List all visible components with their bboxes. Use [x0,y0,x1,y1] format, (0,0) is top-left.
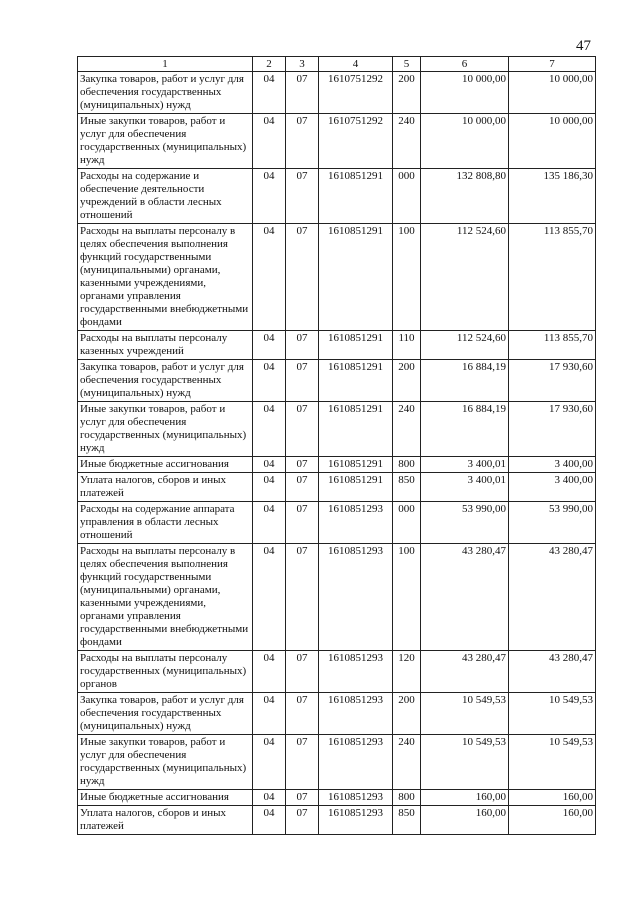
table-body [78,72,596,835]
section-code: 04 [253,502,286,544]
table-row [78,402,596,457]
expense-type-code: 110 [393,331,421,360]
amount-year-1: 10 549,53 [421,693,509,735]
amount-year-2: 3 400,00 [509,473,596,502]
amount-year-2: 17 930,60 [509,402,596,457]
section-code: 04 [253,651,286,693]
expense-name: Расходы на выплаты персоналу в целях обеспечения выполнения функций государственными (муниципальными) органами, казенными учреждениями, органами управления государственными внебюджетными фондами [78,544,253,651]
header-row [78,57,596,72]
expense-name: Уплата налогов, сборов и иных платежей [78,473,253,502]
table-row [78,790,596,806]
section-code: 04 [253,735,286,790]
amount-year-2: 113 855,70 [509,224,596,331]
amount-year-2: 43 280,47 [509,651,596,693]
table-row [78,693,596,735]
amount-year-2: 43 280,47 [509,544,596,651]
page-number: 47 [576,38,591,54]
expense-type-code: 200 [393,360,421,402]
subsection-code: 07 [286,402,319,457]
amount-year-1: 160,00 [421,790,509,806]
expense-type-code: 850 [393,473,421,502]
table-row [78,169,596,224]
table-row [78,360,596,402]
amount-year-1: 16 884,19 [421,402,509,457]
section-code: 04 [253,224,286,331]
col-header-4: 4 [319,57,393,72]
budget-table [77,56,596,835]
section-code: 04 [253,693,286,735]
amount-year-2: 17 930,60 [509,360,596,402]
amount-year-2: 10 549,53 [509,693,596,735]
amount-year-1: 10 000,00 [421,72,509,114]
subsection-code: 07 [286,502,319,544]
expense-name: Закупка товаров, работ и услуг для обеспечения государственных (муниципальных) нужд [78,693,253,735]
subsection-code: 07 [286,169,319,224]
expense-type-code: 240 [393,735,421,790]
expense-name: Уплата налогов, сборов и иных платежей [78,806,253,835]
col-header-2: 2 [253,57,286,72]
target-article-code: 1610751292 [319,114,393,169]
amount-year-1: 132 808,80 [421,169,509,224]
expense-type-code: 240 [393,402,421,457]
amount-year-1: 10 000,00 [421,114,509,169]
expense-name: Закупка товаров, работ и услуг для обеспечения государственных (муниципальных) нужд [78,360,253,402]
section-code: 04 [253,169,286,224]
expense-name: Иные бюджетные ассигнования [78,790,253,806]
amount-year-1: 43 280,47 [421,651,509,693]
expense-name: Закупка товаров, работ и услуг для обеспечения государственных (муниципальных) нужд [78,72,253,114]
amount-year-2: 10 000,00 [509,114,596,169]
target-article-code: 1610851293 [319,693,393,735]
target-article-code: 1610851293 [319,790,393,806]
expense-type-code: 850 [393,806,421,835]
table-row [78,735,596,790]
target-article-code: 1610851293 [319,651,393,693]
subsection-code: 07 [286,790,319,806]
target-article-code: 1610851293 [319,735,393,790]
expense-type-code: 800 [393,790,421,806]
section-code: 04 [253,331,286,360]
amount-year-2: 160,00 [509,790,596,806]
target-article-code: 1610851291 [319,169,393,224]
section-code: 04 [253,72,286,114]
amount-year-2: 135 186,30 [509,169,596,224]
expense-type-code: 120 [393,651,421,693]
expense-type-code: 200 [393,72,421,114]
expense-name: Иные закупки товаров, работ и услуг для обеспечения государственных (муниципальных) нужд [78,114,253,169]
target-article-code: 1610851293 [319,544,393,651]
amount-year-1: 10 549,53 [421,735,509,790]
target-article-code: 1610851291 [319,457,393,473]
expense-name: Иные бюджетные ассигнования [78,457,253,473]
expense-type-code: 100 [393,544,421,651]
table-row [78,72,596,114]
section-code: 04 [253,457,286,473]
section-code: 04 [253,114,286,169]
table-row [78,806,596,835]
amount-year-2: 160,00 [509,806,596,835]
subsection-code: 07 [286,544,319,651]
amount-year-1: 3 400,01 [421,473,509,502]
amount-year-1: 16 884,19 [421,360,509,402]
table-row [78,114,596,169]
expense-name: Расходы на содержание и обеспечение деятельности учреждений в области лесных отношений [78,169,253,224]
col-header-3: 3 [286,57,319,72]
amount-year-1: 112 524,60 [421,331,509,360]
amount-year-1: 160,00 [421,806,509,835]
table-row [78,651,596,693]
section-code: 04 [253,360,286,402]
expense-name: Иные закупки товаров, работ и услуг для обеспечения государственных (муниципальных) нужд [78,402,253,457]
subsection-code: 07 [286,806,319,835]
subsection-code: 07 [286,735,319,790]
subsection-code: 07 [286,114,319,169]
section-code: 04 [253,473,286,502]
col-header-5: 5 [393,57,421,72]
target-article-code: 1610851291 [319,360,393,402]
amount-year-1: 43 280,47 [421,544,509,651]
table-row [78,473,596,502]
col-header-1: 1 [78,57,253,72]
subsection-code: 07 [286,651,319,693]
subsection-code: 07 [286,473,319,502]
table-row [78,224,596,331]
expense-type-code: 800 [393,457,421,473]
target-article-code: 1610851291 [319,402,393,457]
section-code: 04 [253,402,286,457]
expense-name: Расходы на выплаты персоналу государственных (муниципальных) органов [78,651,253,693]
table-row [78,331,596,360]
target-article-code: 1610751292 [319,72,393,114]
target-article-code: 1610851291 [319,331,393,360]
amount-year-2: 10 549,53 [509,735,596,790]
section-code: 04 [253,544,286,651]
subsection-code: 07 [286,360,319,402]
expense-name: Иные закупки товаров, работ и услуг для обеспечения государственных (муниципальных) нужд [78,735,253,790]
expense-type-code: 000 [393,502,421,544]
subsection-code: 07 [286,693,319,735]
section-code: 04 [253,806,286,835]
amount-year-1: 53 990,00 [421,502,509,544]
expense-name: Расходы на выплаты персоналу казенных учреждений [78,331,253,360]
subsection-code: 07 [286,331,319,360]
amount-year-1: 3 400,01 [421,457,509,473]
col-header-6: 6 [421,57,509,72]
expense-type-code: 100 [393,224,421,331]
expense-type-code: 000 [393,169,421,224]
table-row [78,544,596,651]
amount-year-2: 53 990,00 [509,502,596,544]
amount-year-2: 10 000,00 [509,72,596,114]
target-article-code: 1610851291 [319,473,393,502]
table-row [78,457,596,473]
expense-type-code: 200 [393,693,421,735]
expense-name: Расходы на содержание аппарата управления в области лесных отношений [78,502,253,544]
section-code: 04 [253,790,286,806]
amount-year-1: 112 524,60 [421,224,509,331]
subsection-code: 07 [286,224,319,331]
amount-year-2: 3 400,00 [509,457,596,473]
subsection-code: 07 [286,72,319,114]
subsection-code: 07 [286,457,319,473]
expense-type-code: 240 [393,114,421,169]
expense-name: Расходы на выплаты персоналу в целях обеспечения выполнения функций государственными (муниципальными) органами, казенными учреждениями, органами управления государственными внебюджетными фондами [78,224,253,331]
target-article-code: 1610851291 [319,224,393,331]
amount-year-2: 113 855,70 [509,331,596,360]
table-row [78,502,596,544]
target-article-code: 1610851293 [319,806,393,835]
col-header-7: 7 [509,57,596,72]
target-article-code: 1610851293 [319,502,393,544]
